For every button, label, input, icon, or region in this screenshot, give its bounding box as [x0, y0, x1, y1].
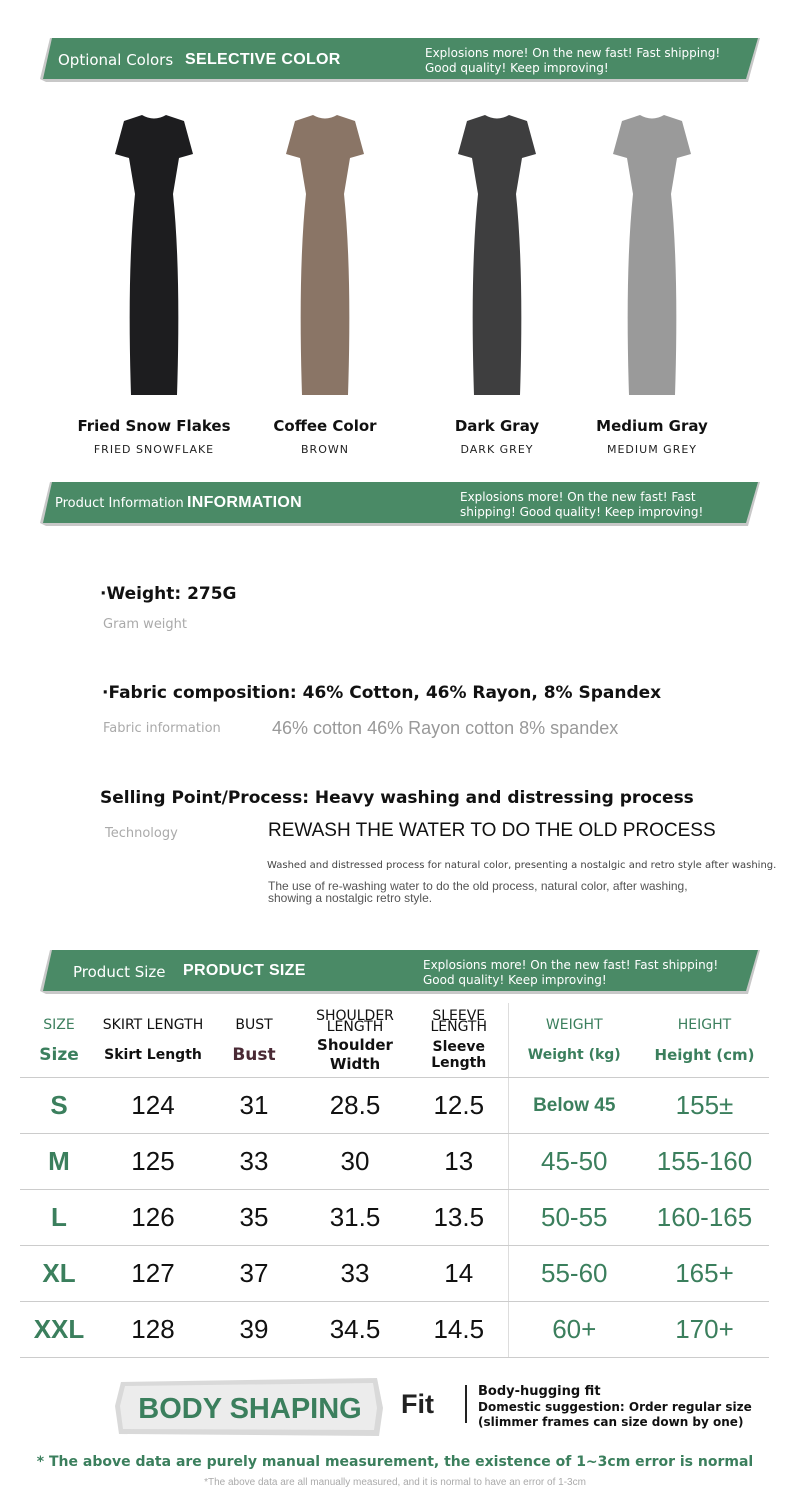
- color-subtitle: DARK GREY: [460, 443, 534, 456]
- weight-subtitle: Gram weight: [103, 617, 188, 632]
- color-name: Dark Gray: [454, 417, 540, 435]
- cell-weight: 45-50: [508, 1134, 640, 1190]
- cell-weight: Below 45: [508, 1078, 640, 1134]
- header-skirt-length-label: Skirt Length: [98, 1033, 208, 1078]
- fabric-detail: 46% cotton 46% Rayon cotton 8% spandex: [272, 718, 619, 738]
- color-subtitle: MEDIUM GREY: [606, 443, 698, 456]
- cell-bust: 37: [208, 1246, 300, 1302]
- header-size-label: Size: [20, 1033, 98, 1078]
- cell-size: XXL: [20, 1302, 98, 1358]
- header-size: SIZE: [43, 1017, 75, 1033]
- cell-skirt: 125: [98, 1134, 208, 1190]
- dress-image: [109, 112, 199, 397]
- cell-skirt: 124: [98, 1078, 208, 1134]
- cell-height: 155-160: [640, 1134, 769, 1190]
- banner-title: PRODUCT SIZE: [183, 962, 306, 979]
- process-line-1: Washed and distressed process for natural color, presenting a nostalgic and retro style after washing.: [267, 860, 777, 871]
- dress-image: [607, 112, 697, 397]
- cell-shoulder: 31.5: [300, 1190, 410, 1246]
- size-banner: [40, 950, 760, 994]
- cell-shoulder: 30: [300, 1134, 410, 1190]
- header-weight-label: Weight (kg): [508, 1033, 640, 1078]
- dress-image: [280, 112, 370, 397]
- body-shaping-badge: [115, 1378, 385, 1436]
- process-line-2: The use of re-washing water to do the old process, natural color, after washing, showing a nostalgic retro style.: [268, 879, 688, 905]
- header-shoulder-label: Shoulder Width: [300, 1033, 410, 1078]
- header-shoulder: SHOULDER LENGTH: [316, 1008, 394, 1035]
- cell-shoulder: 34.5: [300, 1302, 410, 1358]
- cell-sleeve: 12.5: [410, 1078, 508, 1134]
- color-name: Coffee Color: [273, 417, 377, 435]
- color-option-4[interactable]: [567, 112, 737, 456]
- color-subtitle: FRIED SNOWFLAKE: [93, 443, 215, 456]
- header-bust: BUST: [235, 1017, 273, 1033]
- cell-skirt: 126: [98, 1190, 208, 1246]
- banner-small-label: Product Information: [55, 496, 184, 511]
- cell-height: 165+: [640, 1246, 769, 1302]
- color-option-1[interactable]: [69, 112, 239, 456]
- dress-image: [452, 112, 542, 397]
- cell-sleeve: 14: [410, 1246, 508, 1302]
- cell-bust: 35: [208, 1190, 300, 1246]
- fit-description: Domestic suggestion: Order regular size (slimmer frames can size down by one): [478, 1400, 752, 1429]
- banner-tagline: Explosions more! On the new fast! Fast shipping! Good quality! Keep improving!: [423, 958, 719, 987]
- cell-weight: 50-55: [508, 1190, 640, 1246]
- color-subtitle: BROWN: [301, 443, 349, 456]
- cell-bust: 39: [208, 1302, 300, 1358]
- process-subtitle: Technology: [105, 826, 178, 841]
- color-name: Medium Gray: [596, 417, 708, 435]
- cell-weight: 60+: [508, 1302, 640, 1358]
- size-row: [20, 1134, 769, 1190]
- cell-size: XL: [20, 1246, 98, 1302]
- cell-height: 160-165: [640, 1190, 769, 1246]
- size-row: [20, 1246, 769, 1302]
- fit-title: Body-hugging fit: [478, 1384, 601, 1399]
- cell-size: L: [20, 1190, 98, 1246]
- measurement-note: * The above data are purely manual measurement, the existence of 1~3cm error is normal: [36, 1454, 754, 1470]
- cell-height: 155±: [640, 1078, 769, 1134]
- process-heading: REWASH THE WATER TO DO THE OLD PROCESS: [268, 820, 716, 841]
- badge-text: BODY SHAPING: [138, 1393, 362, 1425]
- banner-tagline: Explosions more! On the new fast! Fast shipping! Good quality! Keep improving!: [460, 490, 704, 519]
- header-bust-label: Bust: [208, 1033, 300, 1078]
- cell-height: 170+: [640, 1302, 769, 1358]
- badge-shape: [115, 1378, 385, 1436]
- fabric-subtitle: Fabric information: [103, 721, 221, 736]
- cell-skirt: 128: [98, 1302, 208, 1358]
- color-option-3[interactable]: [412, 112, 582, 456]
- size-header-top: [20, 1003, 769, 1033]
- cell-skirt: 127: [98, 1246, 208, 1302]
- cell-bust: 33: [208, 1134, 300, 1190]
- color-name: Fried Snow Flakes: [77, 417, 231, 435]
- process-title: Selling Point/Process: Heavy washing and distressing process: [100, 788, 694, 808]
- cell-shoulder: 33: [300, 1246, 410, 1302]
- size-row: [20, 1190, 769, 1246]
- divider: [465, 1385, 467, 1423]
- header-sleeve-label: Sleeve Length: [410, 1033, 508, 1078]
- fit-word: Fit: [401, 1389, 434, 1419]
- cell-size: M: [20, 1134, 98, 1190]
- cell-sleeve: 13.5: [410, 1190, 508, 1246]
- size-header-bottom: [20, 1033, 769, 1078]
- banner-tagline: Explosions more! On the new fast! Fast shipping! Good quality! Keep improving!: [425, 46, 721, 75]
- size-table: [20, 1003, 769, 1358]
- cell-bust: 31: [208, 1078, 300, 1134]
- info-banner: [40, 482, 760, 526]
- cell-shoulder: 28.5: [300, 1078, 410, 1134]
- colors-banner: [40, 38, 760, 82]
- cell-sleeve: 14.5: [410, 1302, 508, 1358]
- cell-weight: 55-60: [508, 1246, 640, 1302]
- cell-sleeve: 13: [410, 1134, 508, 1190]
- measurement-note-small: *The above data are all manually measured, and it is normal to have an error of 1-3cm: [204, 1477, 586, 1488]
- size-row: [20, 1078, 769, 1134]
- header-skirt-length: SKIRT LENGTH: [102, 1017, 204, 1033]
- weight-title: ·Weight: 275G: [100, 584, 237, 604]
- banner-small-label: Product Size: [73, 963, 166, 981]
- size-row: [20, 1302, 769, 1358]
- header-sleeve: SLEEVE LENGTH: [430, 1008, 488, 1035]
- header-height: HEIGHT: [677, 1017, 732, 1033]
- fabric-title: ·Fabric composition: 46% Cotton, 46% Rayon, 8% Spandex: [102, 683, 662, 703]
- header-weight: WEIGHT: [508, 1003, 640, 1033]
- cell-size: S: [20, 1078, 98, 1134]
- banner-title: INFORMATION: [187, 494, 302, 511]
- banner-small-label: Optional Colors: [58, 51, 174, 69]
- banner-title: SELECTIVE COLOR: [185, 51, 341, 68]
- color-option-2[interactable]: [240, 112, 410, 456]
- header-height-label: Height (cm): [640, 1033, 769, 1078]
